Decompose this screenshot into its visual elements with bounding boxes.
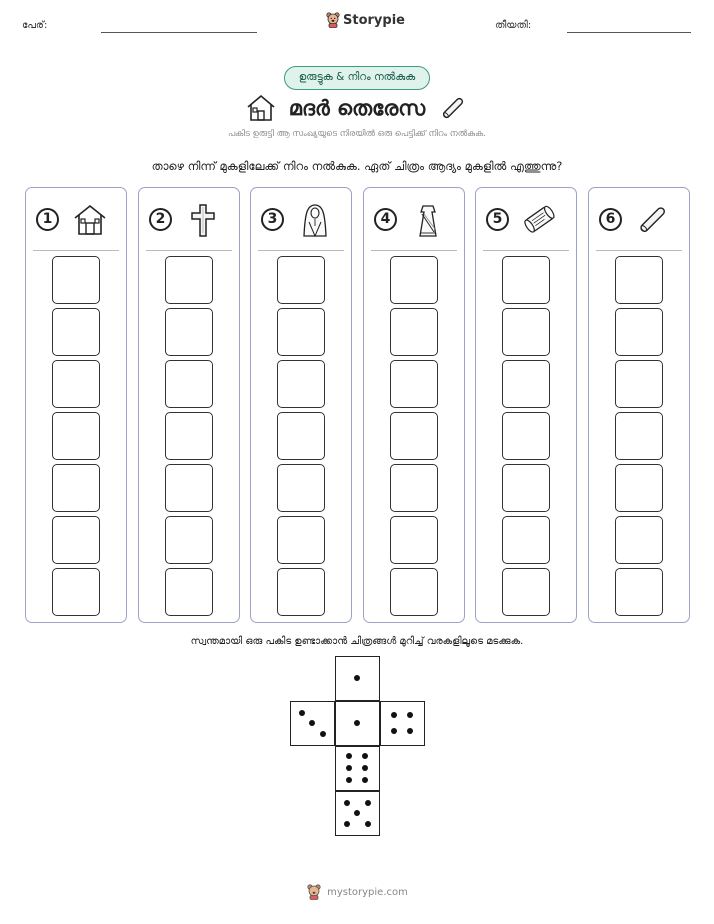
color-box[interactable] (502, 412, 550, 460)
color-box[interactable] (277, 412, 325, 460)
color-box[interactable] (165, 360, 213, 408)
color-box[interactable] (52, 412, 100, 460)
dice-pip (407, 728, 413, 734)
stick-icon (437, 92, 469, 124)
color-box[interactable] (502, 360, 550, 408)
color-box[interactable] (165, 256, 213, 304)
dice-face-6 (335, 746, 380, 791)
column-header (26, 200, 126, 240)
color-box[interactable] (277, 256, 325, 304)
column-1 (25, 187, 127, 623)
dice-face-3 (290, 701, 335, 746)
color-box[interactable] (52, 516, 100, 564)
color-box[interactable] (615, 360, 663, 408)
color-box[interactable] (52, 256, 100, 304)
subtitle: പകിട ഉരുട്ടി ആ സംഖ്യയുടെ നിരയിൽ ഒരു പെട്ടിക്ക് നിറം നൽകുക. (228, 129, 486, 139)
dice-pip (346, 753, 352, 759)
column-divider (258, 250, 344, 251)
date-line[interactable] (567, 32, 691, 33)
dice-pip (362, 777, 368, 783)
column-6 (588, 187, 690, 623)
dice-face-5 (335, 791, 380, 836)
color-box[interactable] (390, 412, 438, 460)
color-box[interactable] (52, 308, 100, 356)
dice-face-1 (335, 701, 380, 746)
color-box[interactable] (615, 568, 663, 616)
house-icon (245, 92, 277, 124)
color-box[interactable] (390, 464, 438, 512)
sari-icon (410, 202, 446, 242)
dice-pip (354, 720, 360, 726)
color-box[interactable] (502, 308, 550, 356)
title-row (0, 92, 714, 124)
nun-icon (297, 202, 333, 242)
dice-pip (354, 675, 360, 681)
dice-instruction: സ്വന്തമായി ഒരു പകിട ഉണ്ടാക്കാൻ ചിത്രങ്ങൾ മുറിച്ച് വരകളിലൂടെ മടക്കുക. (190, 636, 524, 647)
dice-pip (365, 821, 371, 827)
column-3 (250, 187, 352, 623)
column-divider (483, 250, 569, 251)
color-box[interactable] (390, 516, 438, 564)
column-header (364, 200, 464, 240)
activity-tag: ഉരുട്ടുക & നിറം നൽകുക (284, 66, 430, 90)
bear-icon (326, 12, 340, 28)
color-box[interactable] (502, 464, 550, 512)
dice-face-1 (335, 656, 380, 701)
name-label: പേര്: (22, 20, 48, 31)
color-box[interactable] (502, 256, 550, 304)
column-divider (596, 250, 682, 251)
footer-url[interactable]: mystorypie.com (327, 886, 408, 898)
column-header (589, 200, 689, 240)
bear-icon (306, 884, 322, 900)
date-label: തീയതി: (495, 20, 532, 31)
column-header (251, 200, 351, 240)
color-box[interactable] (615, 464, 663, 512)
color-box[interactable] (502, 516, 550, 564)
color-box[interactable] (165, 464, 213, 512)
dice-pip (346, 765, 352, 771)
dice-face-4 (380, 701, 425, 746)
color-box[interactable] (390, 308, 438, 356)
dice-pip (346, 777, 352, 783)
column-5 (475, 187, 577, 623)
dice-pip (299, 710, 305, 716)
dice-pip (354, 810, 360, 816)
column-header (139, 200, 239, 240)
color-box[interactable] (165, 412, 213, 460)
stick-icon (635, 202, 671, 242)
color-box[interactable] (502, 568, 550, 616)
column-number: 3 (261, 208, 284, 231)
color-box[interactable] (615, 256, 663, 304)
color-box[interactable] (390, 360, 438, 408)
column-number: 1 (36, 208, 59, 231)
color-box[interactable] (165, 516, 213, 564)
dice-pip (365, 800, 371, 806)
color-box[interactable] (52, 464, 100, 512)
name-line[interactable] (101, 32, 257, 33)
house-icon (72, 202, 108, 242)
brand-name: Storypie (343, 12, 405, 28)
color-box[interactable] (277, 308, 325, 356)
column-number: 2 (149, 208, 172, 231)
color-box[interactable] (390, 568, 438, 616)
column-number: 4 (374, 208, 397, 231)
column-divider (146, 250, 232, 251)
dice-net (290, 656, 425, 836)
column-header (476, 200, 576, 240)
column-2 (138, 187, 240, 623)
footer (0, 884, 714, 900)
column-number: 5 (486, 208, 509, 231)
dice-pip (391, 728, 397, 734)
column-divider (371, 250, 457, 251)
dice-pip (344, 800, 350, 806)
dice-pip (407, 712, 413, 718)
column-number: 6 (599, 208, 622, 231)
color-box[interactable] (165, 308, 213, 356)
color-box[interactable] (277, 360, 325, 408)
brand-logo (326, 12, 405, 28)
color-box[interactable] (277, 568, 325, 616)
color-box[interactable] (52, 568, 100, 616)
color-box[interactable] (277, 516, 325, 564)
color-box[interactable] (615, 516, 663, 564)
color-box[interactable] (615, 308, 663, 356)
dice-pip (309, 720, 315, 726)
dice-pip (362, 765, 368, 771)
cross-icon (185, 202, 221, 242)
column-divider (33, 250, 119, 251)
dice-pip (344, 821, 350, 827)
column-4 (363, 187, 465, 623)
color-box[interactable] (165, 568, 213, 616)
color-box[interactable] (615, 412, 663, 460)
question: താഴെ നിന്ന് മുകളിലേക്ക് നിറം നൽകുക. ഏത് ചിത്രം ആദ്യം മുകളിൽ എത്തുന്നു? (151, 159, 563, 173)
dice-pip (320, 731, 326, 737)
color-box[interactable] (52, 360, 100, 408)
scroll-icon (522, 202, 558, 242)
page-title: മദർ തെരേസ (288, 95, 426, 120)
color-box[interactable] (277, 464, 325, 512)
color-box[interactable] (390, 256, 438, 304)
dice-pip (362, 753, 368, 759)
dice-pip (391, 712, 397, 718)
